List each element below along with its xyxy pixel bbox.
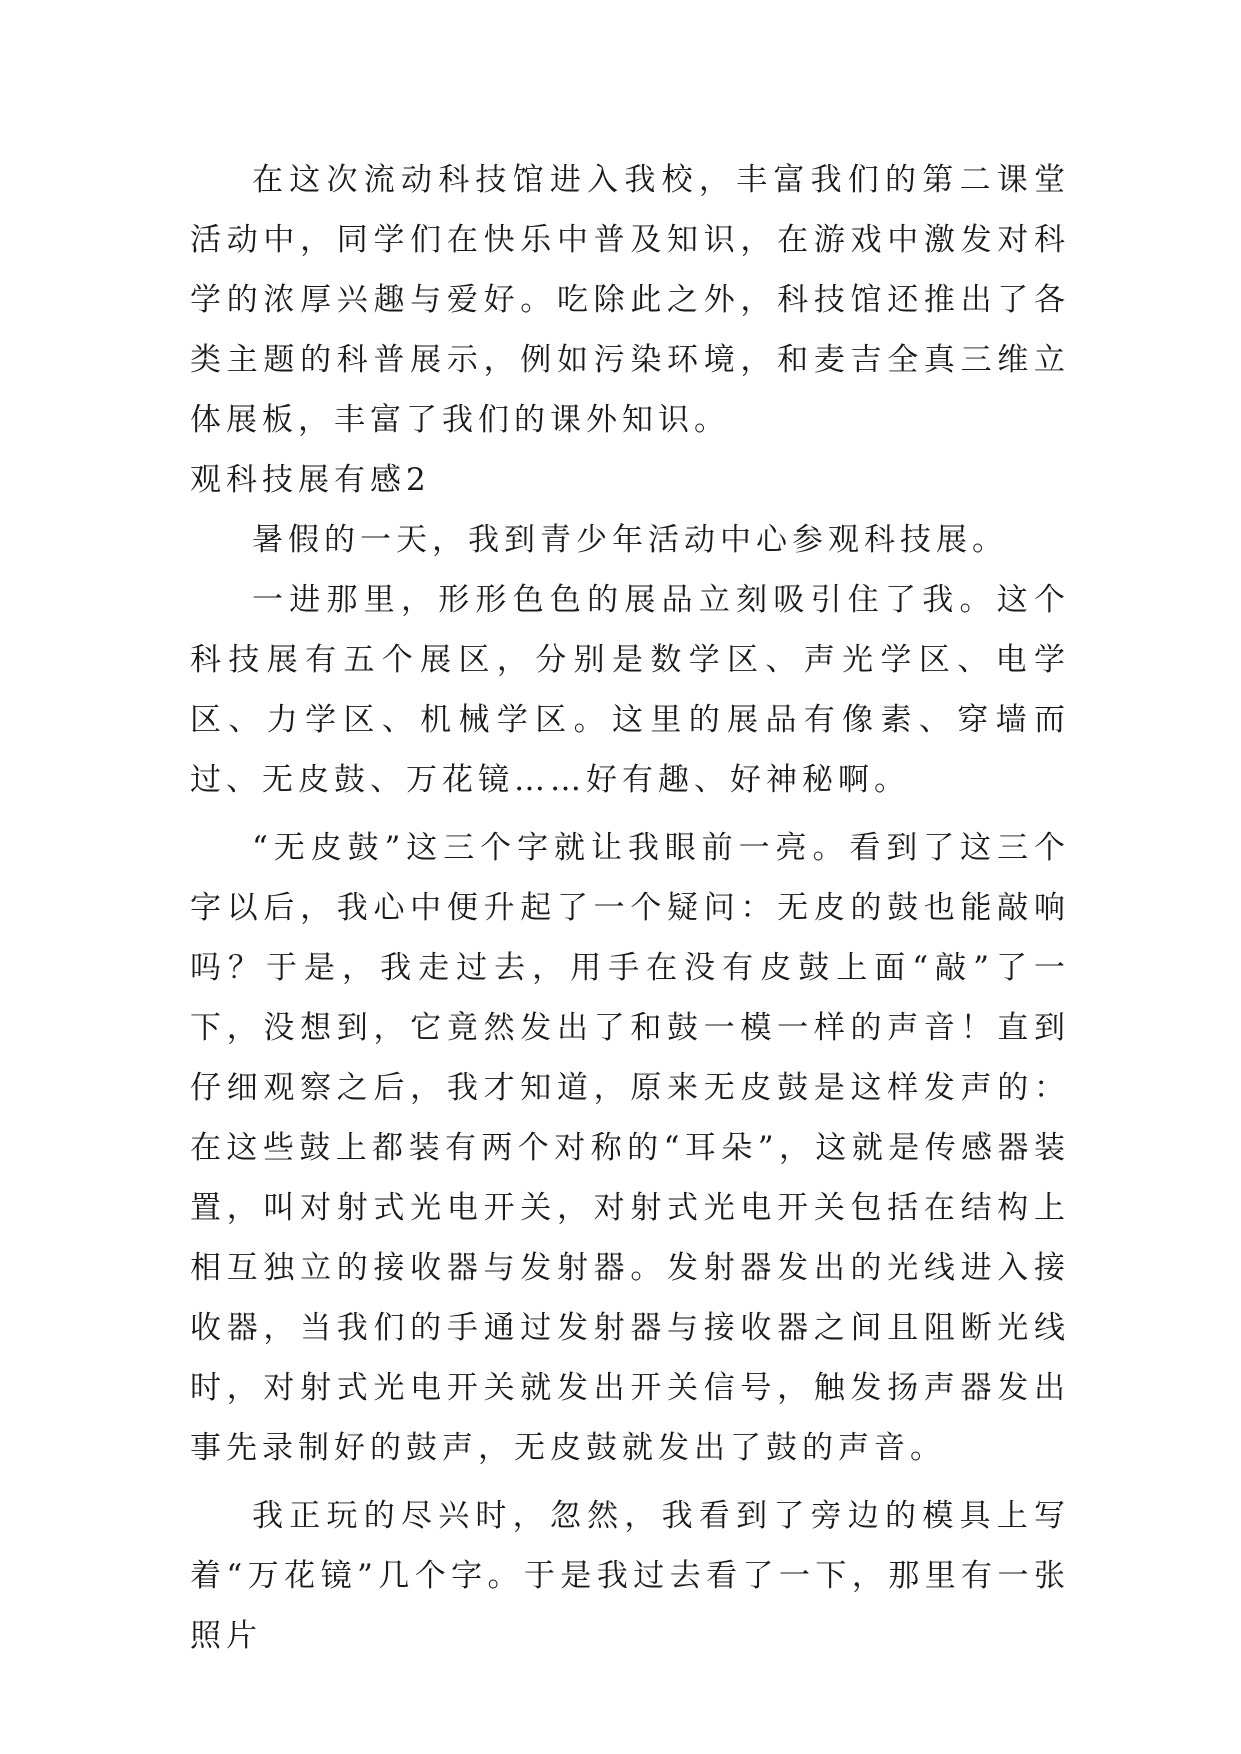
paragraph-summer-day: 暑假的一天，我到青少年活动中心参观科技展。 — [252, 522, 1008, 558]
paragraph-exhibit-zones: 一进那里，形形色色的展品立刻吸引住了我。这个科技展有五个展区，分别是数学区、声光学区、电学区、力学区、机械学区。这里的展品有像素、穿墙而过、无皮鼓、万花镜……好有趣、好神秘啊。 — [190, 582, 1070, 798]
section-heading: 观科技展有感2 — [190, 462, 431, 498]
paragraph-science-museum-visit: 在这次流动科技馆进入我校，丰富我们的第二课堂活动中，同学们在快乐中普及知识，在游戏中激发对科学的浓厚兴趣与爱好。吃除此之外，科技馆还推出了各类主题的科普展示，例如污染环境，和麦吉全真三维立体展板，丰富了我们的课外知识。 — [190, 162, 1070, 438]
document-body — [190, 150, 1070, 1666]
paragraph-kaleidoscope: 我正玩的尽兴时，忽然，我看到了旁边的模具上写着“万花镜”几个字。于是我过去看了一下，那里有一张照片 — [190, 1498, 1070, 1654]
paragraph-skinless-drum: “无皮鼓”这三个字就让我眼前一亮。看到了这三个字以后，我心中便升起了一个疑问：无皮的鼓也能敲响吗？于是，我走过去，用手在没有皮鼓上面“敲”了一下，没想到，它竟然发出了和鼓一模一样的声音！直到仔细观察之后，我才知道，原来无皮鼓是这样发声的：在这些鼓上都装有两个对称的“耳朵”，这就是传感器装置，叫对射式光电开关，对射式光电开关包括在结构上相互独立的接收器与发射器。发射器发出的光线进入接收器，当我们的手通过发射器与接收器之间且阻断光线时，对射式光电开关就发出开关信号，触发扬声器发出事先录制好的鼓声，无皮鼓就发出了鼓的声音。 — [190, 830, 1070, 1466]
